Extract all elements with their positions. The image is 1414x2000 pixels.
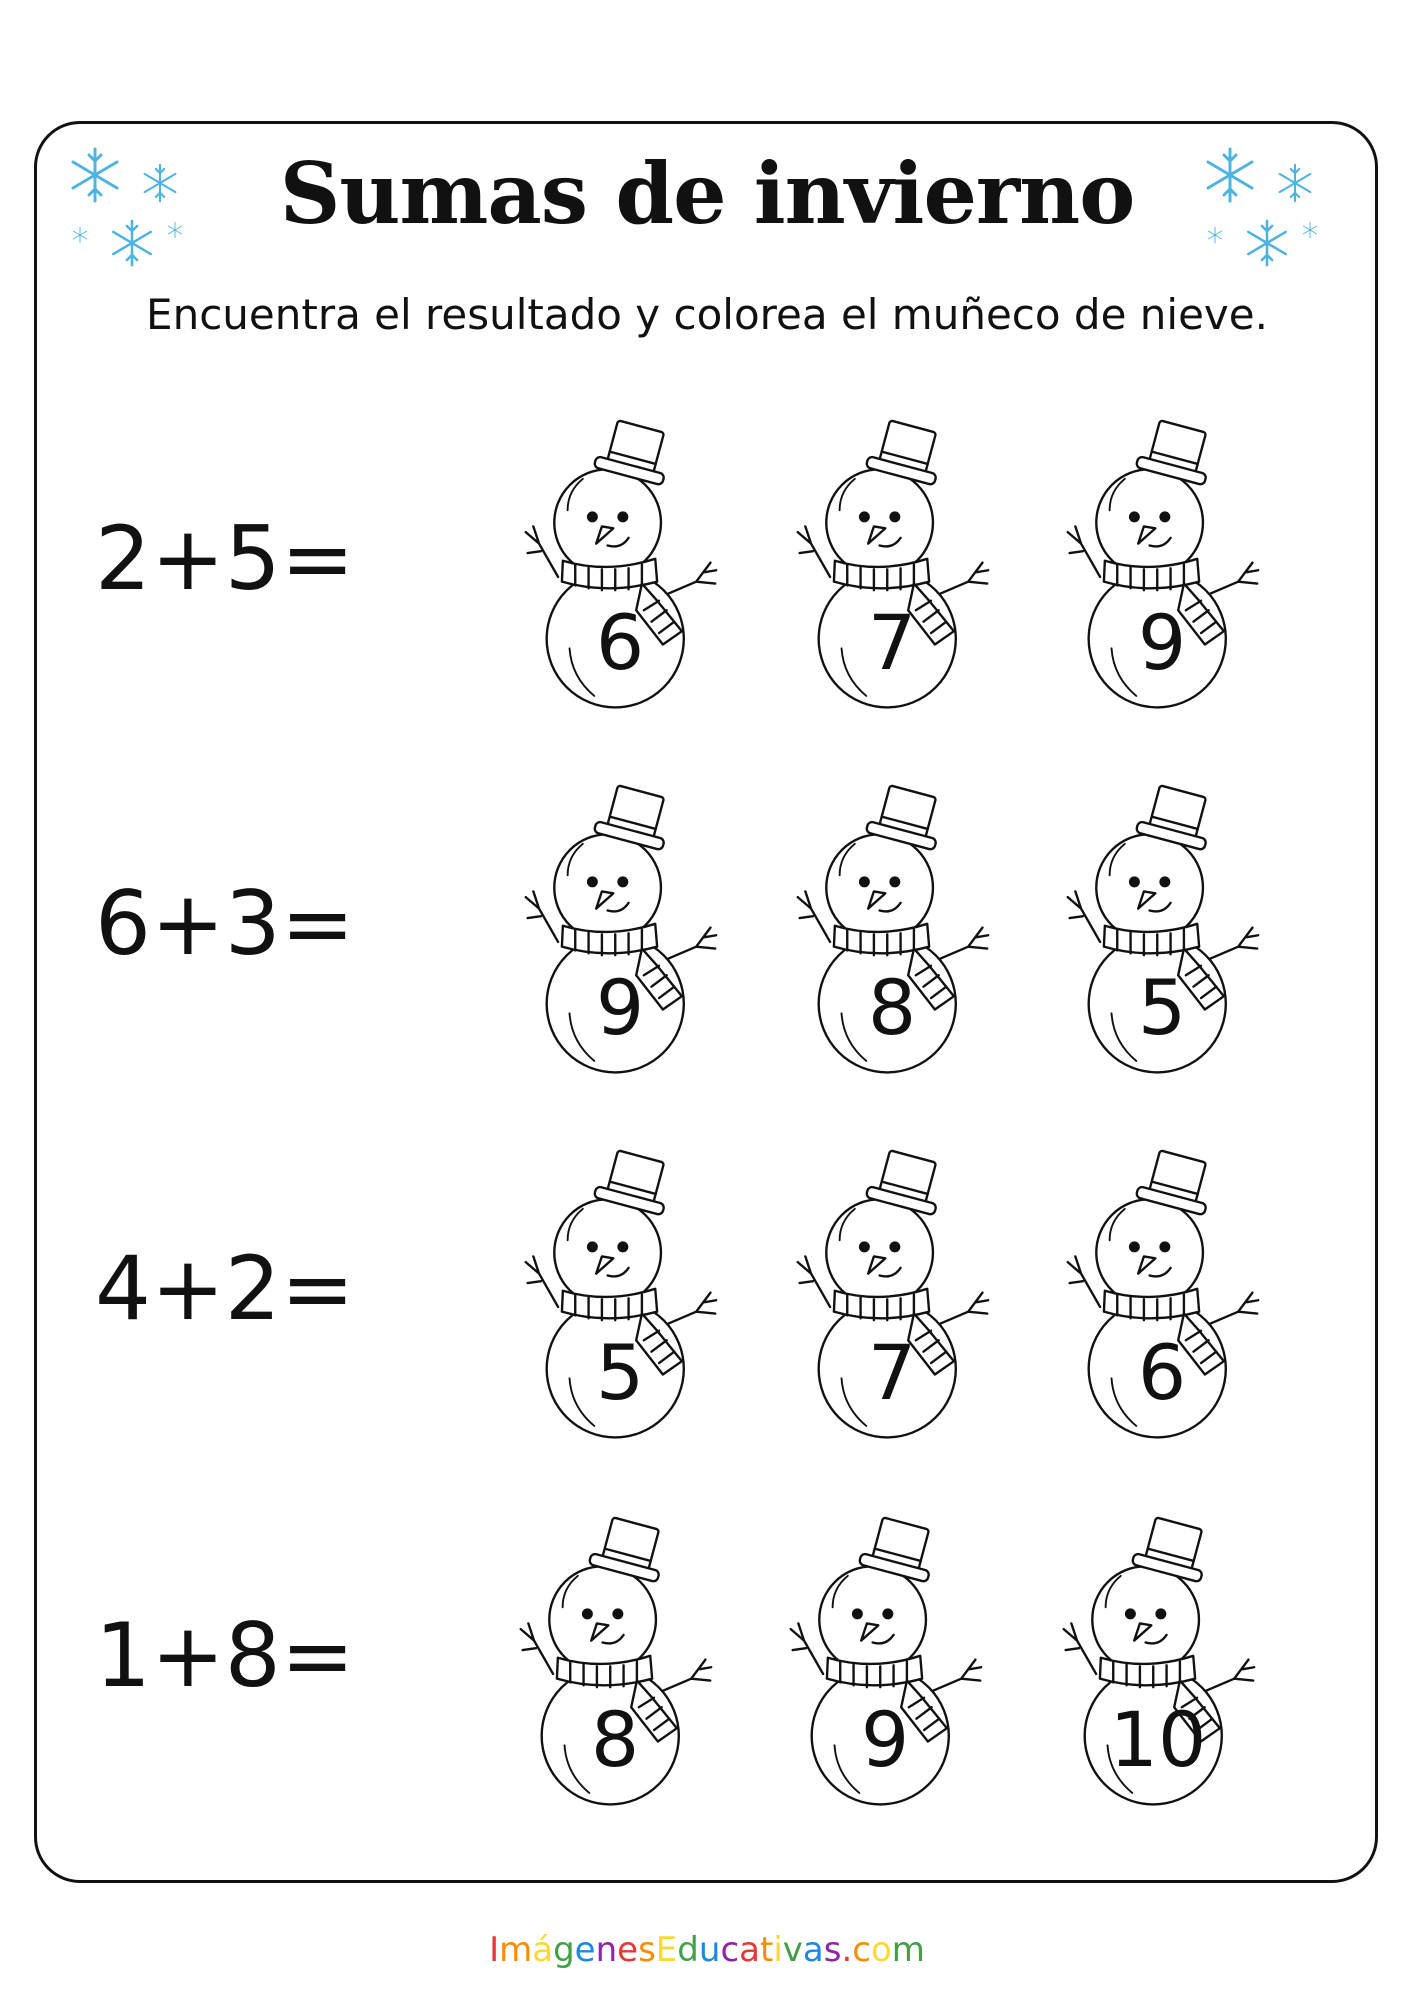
footer-website[interactable] [0, 1930, 1414, 1970]
snowman-option[interactable] [515, 1512, 715, 1812]
exercise-row [0, 1145, 1414, 1465]
snowman-option[interactable] [792, 415, 992, 715]
snowman-option[interactable] [792, 780, 992, 1080]
snowman-number: 6 [1137, 1328, 1187, 1417]
snowman-option[interactable] [1062, 415, 1262, 715]
snowman-number: 8 [590, 1695, 640, 1784]
addition-problem: 6+3= [95, 872, 355, 975]
snowman-option[interactable] [1062, 780, 1262, 1080]
snowman-option[interactable] [520, 1145, 720, 1445]
snowman-option[interactable] [785, 1512, 985, 1812]
footer-text: ImágenesEducativas.com [489, 1930, 925, 1970]
snowman-number: 5 [1137, 963, 1187, 1052]
instruction-text: Encuentra el resultado y colorea el muñeco de nieve. [146, 290, 1268, 339]
snowman-number: 10 [1109, 1695, 1207, 1784]
snowman-number: 5 [595, 1328, 645, 1417]
snowman-number: 7 [867, 1328, 917, 1417]
exercise-row [0, 415, 1414, 735]
snowman-option[interactable] [792, 1145, 992, 1445]
snowman-option[interactable] [1058, 1512, 1258, 1812]
addition-problem: 4+2= [95, 1237, 355, 1340]
snowman-option[interactable] [520, 780, 720, 1080]
snowman-number: 9 [1137, 598, 1187, 687]
exercise-row [0, 780, 1414, 1100]
snowman-option[interactable] [520, 415, 720, 715]
snowman-number: 9 [860, 1695, 910, 1784]
addition-problem: 2+5= [95, 507, 355, 610]
addition-problem: 1+8= [95, 1604, 355, 1707]
exercise-row [0, 1512, 1414, 1832]
snowman-number: 8 [867, 963, 917, 1052]
snowman-number: 7 [867, 598, 917, 687]
snowman-option[interactable] [1062, 1145, 1262, 1445]
snowman-number: 9 [595, 963, 645, 1052]
worksheet-title: Sumas de invierno [279, 144, 1135, 243]
snowman-number: 6 [595, 598, 645, 687]
